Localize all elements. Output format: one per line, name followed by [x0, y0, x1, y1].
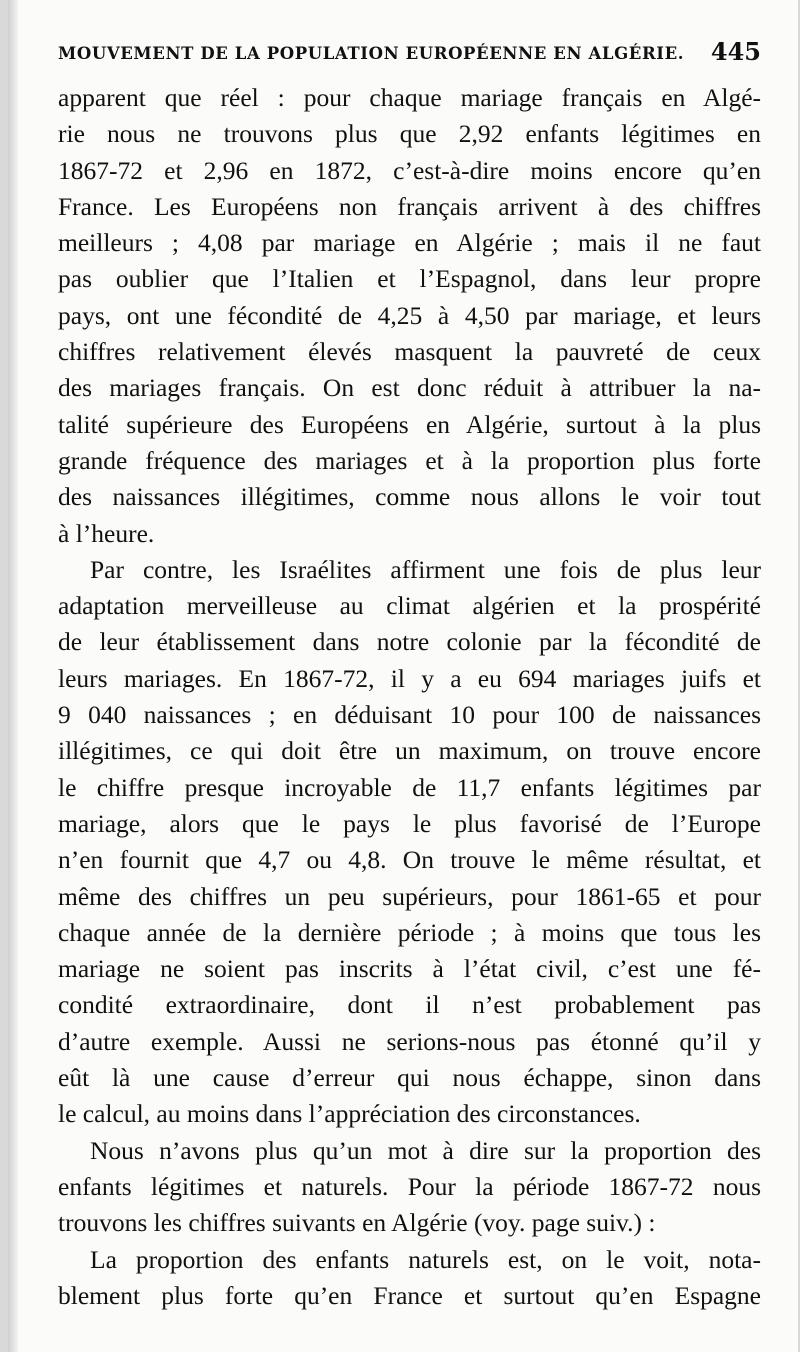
text-line: apparent que réel : pour chaque mariage français en Algé-	[58, 83, 761, 112]
text-line: de leur établissement dans notre colonie par la fécondité de	[58, 627, 761, 657]
text-line: le calcul, au moins dans l’appréciation des circonstances.	[58, 1099, 641, 1129]
text-line: talité supérieure des Européens en Algérie, surtout à la plus	[58, 409, 761, 439]
text-line: France. Les Européens non français arrivent à des chiffres	[58, 191, 761, 221]
text-line: même des chiffres un peu supérieurs, pour 1861-65 et pour	[58, 881, 761, 911]
text-line: chaque année de la dernière période ; à moins que tous les	[58, 917, 761, 947]
book-page	[8, 0, 798, 1352]
page-header	[58, 34, 763, 70]
page-number: 445	[710, 37, 761, 66]
page-edge-shadow	[8, 0, 18, 1352]
paragraph-start: La proportion des enfants naturels est, on le voit, nota-	[90, 1244, 761, 1274]
text-line: blement plus forte qu’en France et surtout qu’en Espagne	[58, 1280, 761, 1310]
text-line: trouvons les chiffres suivants en Algérie (voy. page suiv.) :	[58, 1208, 656, 1238]
text-line: leurs mariages. En 1867-72, il y a eu 694 mariages juifs et	[58, 663, 761, 693]
paragraph-start: Par contre, les Israélites affirment une fois de plus leur	[90, 554, 761, 584]
text-line: chiffres relativement élevés masquent la pauvreté de ceux	[58, 337, 761, 367]
text-line: des naissances illégitimes, comme nous allons le voir tout	[58, 482, 761, 512]
text-line: à l’heure.	[58, 518, 155, 548]
text-line: mariage, alors que le pays le plus favorisé de l’Europe	[58, 808, 761, 838]
text-line: rie nous ne trouvons plus que 2,92 enfants légitimes en	[58, 119, 761, 149]
paragraph-start: Nous n’avons plus qu’un mot à dire sur la proportion des	[90, 1135, 761, 1165]
text-line: eût là une cause d’erreur qui nous échappe, sinon dans	[58, 1063, 761, 1093]
text-line: le chiffre presque incroyable de 11,7 enfants légitimes par	[58, 772, 761, 802]
text-line: meilleurs ; 4,08 par mariage en Algérie ; mais il ne faut	[58, 228, 761, 258]
text-line: pays, ont une fécondité de 4,25 à 4,50 par mariage, et leurs	[58, 300, 761, 330]
text-line: n’en fournit que 4,7 ou 4,8. On trouve le même résultat, et	[58, 845, 761, 875]
text-line: condité extraordinaire, dont il n’est probablement pas	[58, 990, 761, 1020]
body-text	[58, 80, 761, 1314]
running-title: MOUVEMENT DE LA POPULATION EUROPÉENNE EN ALGÉRIE.	[58, 44, 685, 63]
text-line: grande fréquence des mariages et à la proportion plus forte	[58, 445, 761, 475]
text-line: des mariages français. On est donc réduit à attribuer la na-	[58, 373, 761, 403]
text-line: illégitimes, ce qui doit être un maximum, on trouve encore	[58, 736, 761, 766]
text-line: enfants légitimes et naturels. Pour la période 1867-72 nous	[58, 1171, 761, 1201]
text-line: d’autre exemple. Aussi ne serions-nous pas étonné qu’il y	[58, 1026, 761, 1056]
text-line: pas oublier que l’Italien et l’Espagnol, dans leur propre	[58, 264, 761, 294]
text-line: mariage ne soient pas inscrits à l’état civil, c’est une fé-	[58, 954, 761, 984]
text-line: adaptation merveilleuse au climat algérien et la prospérité	[58, 591, 761, 621]
text-line: 1867-72 et 2,96 en 1872, c’est-à-dire moins encore qu’en	[58, 155, 761, 185]
text-line: 9 040 naissances ; en déduisant 10 pour 100 de naissances	[58, 700, 761, 730]
